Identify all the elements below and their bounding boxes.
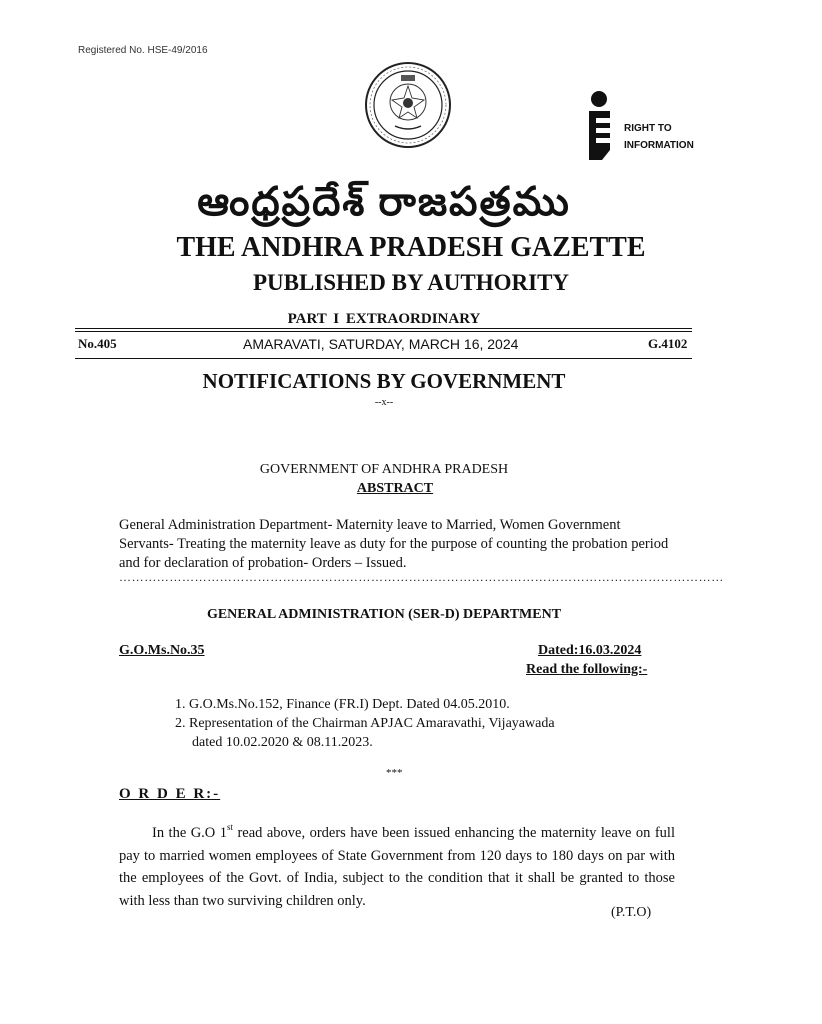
issue-place-date: AMARAVATI, SATURDAY, MARCH 16, 2024 <box>243 336 519 352</box>
reference-item: 1. G.O.Ms.No.152, Finance (FR.I) Dept. Dated 04.05.2010. <box>175 697 510 712</box>
andhra-pradesh-emblem-seal-icon <box>363 60 453 150</box>
gazette-title: THE ANDHRA PRADESH GAZETTE <box>176 232 646 263</box>
paragraph-rest: read above, orders have been issued enhancing the maternity leave on full pay to married women employees of State Government from 120 days to 180 days on par with the employees of the Govt. of India, subject to the condition that it shall be granted to those with less than two surviving children only. <box>119 825 675 909</box>
right-to-information-logo-icon <box>588 90 708 165</box>
divider-top <box>75 328 692 329</box>
rti-label-line2: INFORMATION <box>624 140 694 151</box>
order-date: Dated:16.03.2024 <box>538 643 642 658</box>
government-heading: GOVERNMENT OF ANDHRA PRADESH <box>259 462 509 477</box>
published-by-authority: PUBLISHED BY AUTHORITY <box>252 270 570 295</box>
issue-number: No.405 <box>78 336 117 351</box>
order-subject: General Administration Department- Maternity leave to Married, Women Government Servants- Treating the maternity leave as duty for the purpose of counting the probation period and for declaration of probation- Orders – Issued. <box>119 517 669 571</box>
read-following-label: Read the following:- <box>526 662 648 677</box>
abstract-label: ABSTRACT <box>356 481 434 496</box>
reference-item: 2. Representation of the Chairman APJAC Amaravathi, Vijayawada <box>175 716 555 731</box>
reference-item-continuation: dated 10.02.2020 & 08.11.2023. <box>192 735 373 750</box>
rti-label-line1: RIGHT TO <box>624 123 672 134</box>
please-turn-over: (P.T.O) <box>611 905 652 920</box>
stars-separator: *** <box>386 767 403 779</box>
ordinal-suffix: st <box>226 822 233 832</box>
paragraph-start: In the G.O 1 <box>152 825 227 841</box>
section-separator: --x-- <box>374 397 394 408</box>
reference-list <box>175 695 555 752</box>
telugu-gazette-title: ఆంధ్రప్రదేశ్ రాజపత్రము <box>197 179 571 224</box>
divider-bottom <box>75 358 692 359</box>
section-heading: NOTIFICATIONS BY GOVERNMENT <box>202 369 566 393</box>
gazette-code: G.4102 <box>648 336 688 351</box>
go-number: G.O.Ms.No.35 <box>119 643 205 658</box>
part-label: PART I EXTRAORDINARY <box>287 311 481 327</box>
divider-top-thin <box>75 331 692 332</box>
dotted-separator: ……………………………………………………………………………………………………………………………… <box>119 570 724 584</box>
department-heading: GENERAL ADMINISTRATION (SER-D) DEPARTMENT <box>206 607 562 622</box>
order-label: O R D E R:- <box>119 786 221 802</box>
registration-number: Registered No. HSE-49/2016 <box>78 45 208 56</box>
order-paragraph <box>119 822 675 912</box>
